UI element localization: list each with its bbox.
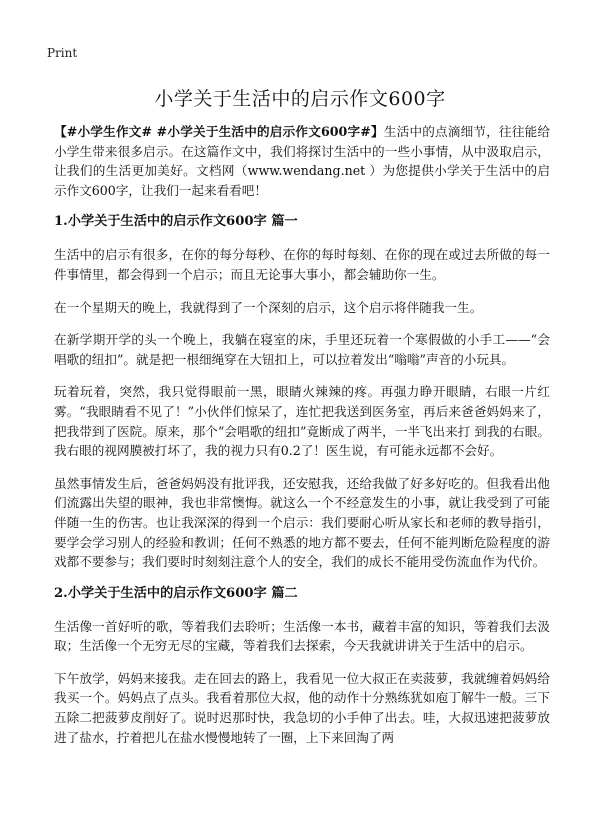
section-1-paragraph: 玩着玩着，突然，我只觉得眼前一黑，眼睛火辣辣的疼。再强力睁开眼睛，右眼一片红雾。“我眼睛看不见了！”小伙伴们惊呆了，连忙把我送到医务室，再后来爸爸妈妈来了，把我带到了医院。原来，那个“会唱歌的纽扣”竟断成了两半，一半飞出来打 到我的右眼。我右眼的视网膜被打坏了，我的视力只有0.2了！医生说，有可能永远都不会好。 [54,384,550,459]
intro-text: 生活中的点滴细节，往往能给小学生带来很多启示。在这篇作文中，我们将探讨生活中的一些小事情，从中汲取启示，让我们的生活更加美好。文档网（www.wendang.net ）为您提供小学关于生活中的启示作文600字，让我们一起来看看吧！ [54,124,550,198]
print-label: Print [47,46,78,60]
section-1-paragraph: 在新学期开学的头一个晚上，我躺在寝室的床，手里还玩着一个寒假做的小手工——“会唱歌的纽扣”。就是把一根细绳穿在大钮扣上，可以拉着发出“嗡嗡”声音的小玩具。 [54,332,550,367]
intro-paragraph [54,122,550,200]
section-heading-1: 1.小学关于生活中的启示作文600字 篇一 [54,214,298,230]
page-title: 小学关于生活中的启示作文600字 [154,88,446,110]
section-1-paragraph: 虽然事情发生后，爸爸妈妈没有批评我，还安慰我，还给我做了好多好吃的。但我看出他们流露出失望的眼神，我也非常懊悔。就这么一个不经意发生的小事，就让我受到了可能伴随一生的伤害。也让我深深的得到一个启示：我们要耐心听从家长和老师的教导指引，要学会学习别人的经验和教训；任何不熟悉的地方都不要去，任何不能判断危险程度的游戏都不要参与；我们要时时刻刻注意个人的安全，我们的成长不能用受伤流血作为代价。 [54,475,550,570]
section-1-paragraph: 生活中的启示有很多，在你的每分每秒、在你的每时每刻、在你的现在或过去所做的每一件事情里，都会得到一个启示；而且无论事大事小，都会辅助你一生。 [54,247,550,282]
document-body [54,122,550,760]
intro-bold-prefix: 【#小学生作文# #小学关于生活中的启示作文600字#】 [54,124,384,139]
section-2-paragraph: 下午放学，妈妈来接我。走在回去的路上，我看见一位大叔正在卖菠萝，我就缠着妈妈给我买一个。妈妈点了点头。我看着那位大叔，他的动作十分熟练犹如庖丁解牛一般。三下五除二把菠萝皮削好了。说时迟那时快，我急切的小手伸了出去。哇，大叔迅速把菠萝放进了盐水，拧着把儿在盐水慢慢地转了一圈，上下来回淘了两 [54,670,550,745]
section-1-paragraph: 在一个星期天的晚上，我就得到了一个深刻的启示，这个启示将伴随我一生。 [54,299,483,315]
section-2-paragraph: 生活像一首好听的歌，等着我们去聆听；生活像一本书，藏着丰富的知识，等着我们去汲取；生活像一个无穷无尽的宝藏，等着我们去探索，今天我就讲讲关于生活中的启示。 [54,618,550,654]
section-heading-2: 2.小学关于生活中的启示作文600字 篇二 [54,585,298,601]
